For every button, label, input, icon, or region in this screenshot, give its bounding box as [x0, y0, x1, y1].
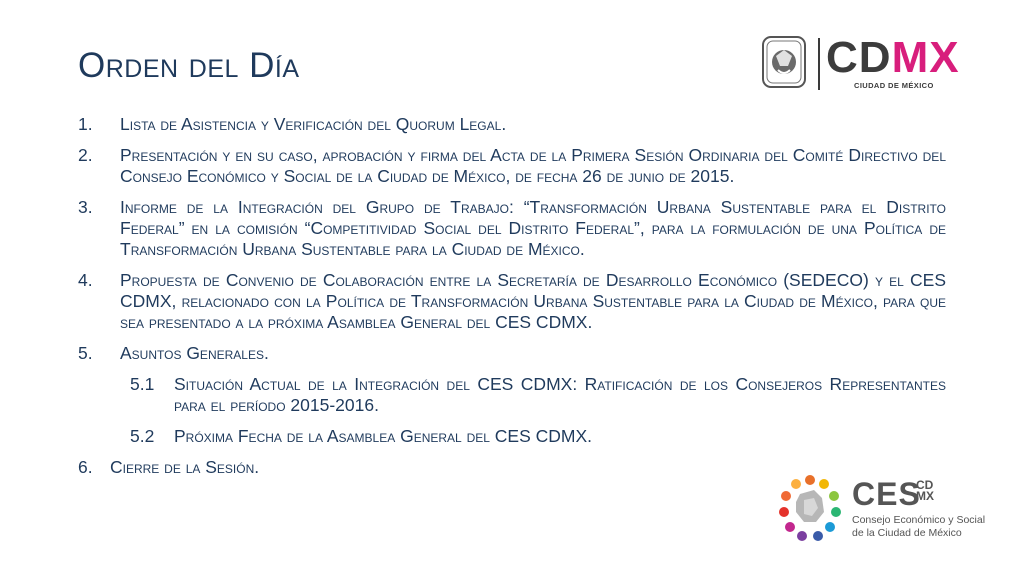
agenda-item-text: Lista de Asistencia y Verificación del Quorum Legal.: [120, 114, 507, 134]
agenda-subitem-number: 5.1: [130, 374, 155, 394]
agenda-item-text: Cierre de la Sesión.: [110, 457, 260, 477]
ces-colorful-map-icon: [776, 472, 844, 544]
page-title: Orden del Día: [78, 46, 300, 85]
ces-cd: CD: [916, 478, 934, 492]
agenda-item-number: 1.: [78, 114, 93, 134]
ces-mx: MX: [916, 489, 934, 503]
cdmx-mx: MX: [891, 33, 960, 82]
ces-name-line-1: Consejo Económico y Social: [852, 514, 986, 526]
agenda-item-1: [78, 114, 946, 135]
agenda-subitem-number: 5.2: [130, 426, 155, 446]
agenda-item-2: [78, 145, 946, 187]
ces-name-line-2: de la Ciudad de México: [852, 527, 962, 539]
agenda-item-number: 5.: [78, 343, 93, 363]
agenda-item-number: 2.: [78, 145, 93, 165]
cdmx-subtitle: CIUDAD DE MÉXICO: [854, 81, 934, 90]
coat-of-arms-icon: [762, 36, 806, 88]
agenda-item-text: Presentación y en su caso, aprobación y firma del Acta de la Primera Sesión Ordinaria del Comité Directivo del Consejo Económico y Social de la Ciudad de México, de fecha 26 de junio de 2015.: [120, 145, 946, 186]
ces-wordmark: CES: [852, 476, 921, 512]
agenda-item-number: 3.: [78, 197, 93, 217]
agenda-subitem-text: Situación Actual de la Integración del CES CDMX: Ratificación de los Consejeros Representantes para el período 2015-2016.: [174, 374, 946, 415]
agenda-list: [78, 114, 946, 478]
cdmx-wordmark: [826, 34, 960, 82]
agenda-item-5: [78, 343, 946, 364]
agenda-item-number: 6.: [78, 457, 93, 477]
ces-logo: [776, 470, 1006, 546]
agenda-item-4: [78, 270, 946, 333]
agenda-item-text: Asuntos Generales.: [120, 343, 269, 363]
cdmx-cd: CD: [826, 33, 892, 82]
agenda-subitem-5-1: [130, 374, 946, 416]
logo-divider: [818, 38, 820, 90]
agenda-item-number: 4.: [78, 270, 93, 290]
cdmx-logo: [762, 33, 962, 92]
agenda-item-3: [78, 197, 946, 260]
agenda-subitem-text: Próxima Fecha de la Asamblea General del CES CDMX.: [174, 426, 593, 446]
agenda-item-text: Informe de la Integración del Grupo de Trabajo: “Transformación Urbana Sustentable para el Distrito Federal” en la comisión “Competitividad Social del Distrito Federal”, para la formulación de una Política de Transformación Urbana Sustentable para la Ciudad de México.: [120, 197, 946, 259]
agenda-item-text: Propuesta de Convenio de Colaboración entre la Secretaría de Desarrollo Económico (SEDECO) y el CES CDMX, relacionado con la Política de Transformación Urbana Sustentable para la Ciudad de México, para que sea presentado a la próxima Asamblea General del CES CDMX.: [120, 270, 946, 332]
agenda-subitem-5-2: [130, 426, 946, 447]
